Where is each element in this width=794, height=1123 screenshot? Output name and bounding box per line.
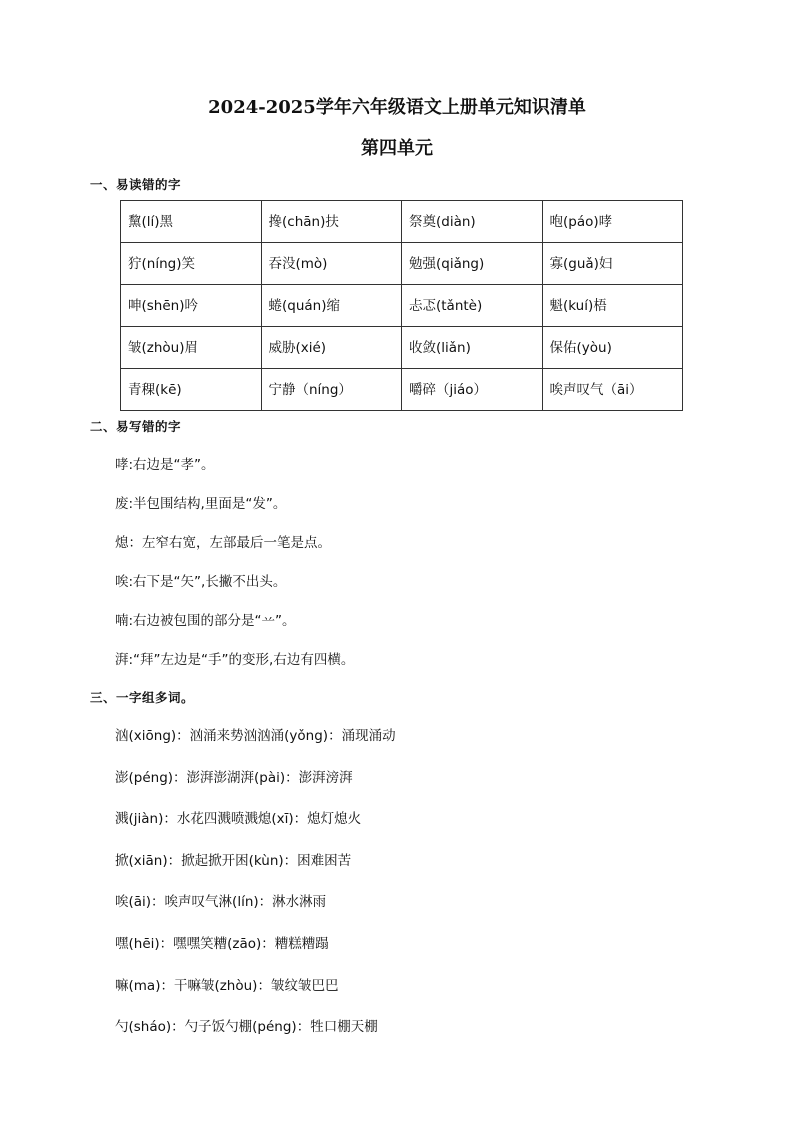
table-row xyxy=(121,327,683,369)
table-row xyxy=(121,201,683,243)
table-cell: 狞(níng)笑 xyxy=(121,243,262,285)
unit-title: 第四单元 xyxy=(361,138,433,159)
table-cell: 咆(páo)哮 xyxy=(542,201,683,243)
table-cell: 蜷(quán)缩 xyxy=(261,285,402,327)
section-heading-multi-words: 三、一字组多词。 xyxy=(90,690,195,705)
table-row xyxy=(121,243,683,285)
table-cell: 威胁(xié) xyxy=(261,327,402,369)
table-cell: 保佑(yòu) xyxy=(542,327,683,369)
table-cell: 忐忑(tǎntè) xyxy=(402,285,543,327)
table-cell: 青稞(kē) xyxy=(121,369,262,411)
table-cell: 寡(guǎ)妇 xyxy=(542,243,683,285)
table-row xyxy=(121,285,683,327)
table-cell: 吞没(mò) xyxy=(261,243,402,285)
list-item: 喃:右边被包围的部分是“䒑”。 xyxy=(115,613,296,629)
table-cell: 搀(chān)扶 xyxy=(261,201,402,243)
table-cell: 宁静（níng） xyxy=(261,369,402,411)
table-cell: 嚼碎（jiáo） xyxy=(402,369,543,411)
list-item: 嘛(ma)：干嘛皱(zhòu)：皱纹皱巴巴 xyxy=(115,977,339,994)
table-cell: 祭奠(diàn) xyxy=(402,201,543,243)
list-item: 唉(āi)：唉声叹气淋(lín)：淋水淋雨 xyxy=(115,894,327,911)
list-item: 唉:右下是“矢”,长撇不出头。 xyxy=(115,574,287,590)
table-cell: 魁(kuí)梧 xyxy=(542,285,683,327)
list-item: 澎(péng)：澎湃澎湖湃(pài)：澎湃滂湃 xyxy=(115,769,353,786)
document-title: 2024-2025学年六年级语文上册单元知识清单 xyxy=(208,97,586,118)
easy-write-list xyxy=(115,455,354,689)
list-item: 废:半包围结构,里面是“发”。 xyxy=(115,496,287,512)
table-cell: 皱(zhòu)眉 xyxy=(121,327,262,369)
table-row xyxy=(121,369,683,411)
table-cell: 勉强(qiǎng) xyxy=(402,243,543,285)
easy-read-table xyxy=(120,200,683,411)
multi-words-list xyxy=(115,726,396,1059)
section-heading-easy-read: 一、易读错的字 xyxy=(90,177,182,192)
list-item: 哮:右边是“孝”。 xyxy=(115,457,215,473)
list-item: 勺(sháo)：勺子饭勺棚(péng)：牲口棚天棚 xyxy=(115,1019,378,1036)
table-cell: 唉声叹气（āi） xyxy=(542,369,683,411)
table-cell: 黧(lí)黑 xyxy=(121,201,262,243)
list-item: 嘿(hēi)：嘿嘿笑糟(zāo)：糟糕糟蹋 xyxy=(115,935,329,952)
table-cell: 收敛(liǎn) xyxy=(402,327,543,369)
section-heading-easy-write: 二、易写错的字 xyxy=(90,419,182,434)
list-item: 掀(xiān)：掀起掀开困(kùn)：困难困苦 xyxy=(115,852,352,869)
list-item: 熄：左窄右宽，左部最后一笔是点。 xyxy=(115,535,331,551)
list-item: 汹(xiōng)：汹涌来势汹汹涌(yǒng)：涌现涌动 xyxy=(115,728,396,744)
list-item: 湃:“拜”左边是“手”的变形,右边有四横。 xyxy=(115,652,355,668)
list-item: 溅(jiàn)：水花四溅喷溅熄(xī)：熄灯熄火 xyxy=(115,811,362,828)
table-cell: 呻(shēn)吟 xyxy=(121,285,262,327)
